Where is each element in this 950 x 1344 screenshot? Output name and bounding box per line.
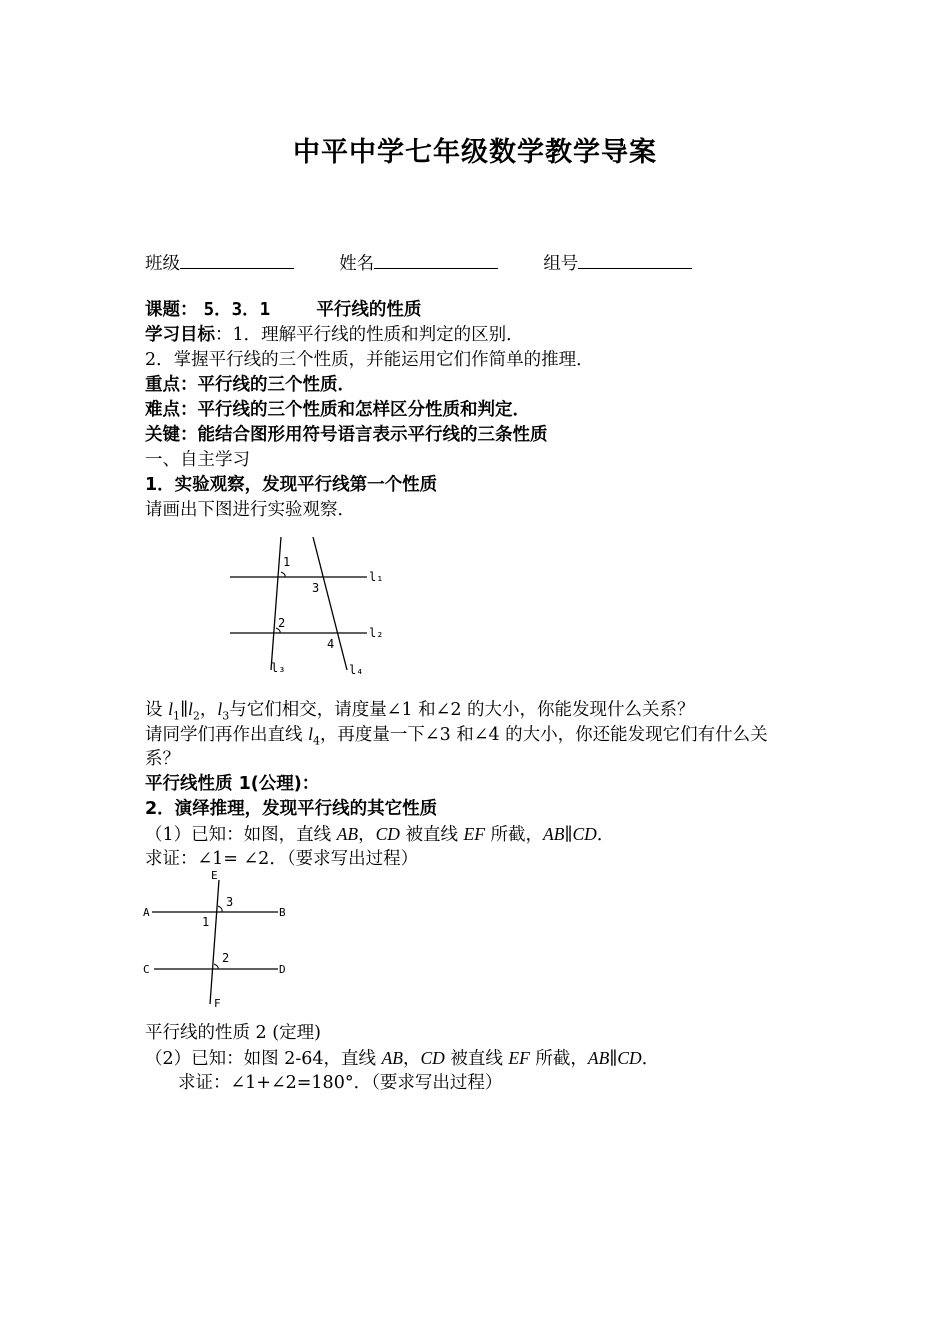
angle-label-1: 1 bbox=[283, 555, 291, 569]
parallel-lines-figure-1 bbox=[225, 532, 395, 682]
angle-label-2: 2 bbox=[222, 951, 230, 965]
angle-label-3: 3 bbox=[226, 895, 234, 909]
class-blank bbox=[180, 250, 294, 269]
topic-number: 5．3．1 bbox=[203, 300, 271, 320]
angle-label-4: 4 bbox=[327, 637, 335, 651]
point-e: E bbox=[211, 869, 218, 882]
problem-2: （2）已知：如图 2-64，直线 AB，CD 被直线 EF 所截，AB∥CD． bbox=[145, 1048, 660, 1069]
line-l3 bbox=[271, 537, 281, 670]
prove-1: 求证：∠1= ∠2．（要求写出过程） bbox=[145, 849, 419, 869]
point-a: A bbox=[143, 906, 150, 919]
angle-label-2: 2 bbox=[278, 616, 286, 630]
angle-3-arc bbox=[218, 906, 222, 912]
angle-label-3: 3 bbox=[312, 581, 320, 595]
topic-label: 课题： bbox=[145, 300, 198, 320]
point-d: D bbox=[279, 963, 286, 976]
student-info-row bbox=[145, 250, 692, 276]
parallel-lines-figure-2 bbox=[140, 868, 300, 1010]
section2-heading: 2．演绎推理，发现平行线的其它性质 bbox=[145, 799, 438, 819]
problem-1: （1）已知：如图，直线 AB，CD 被直线 EF 所截，AB∥CD． bbox=[145, 824, 615, 845]
point-c: C bbox=[143, 963, 150, 976]
label-l3: l₃ bbox=[271, 661, 286, 675]
section1-instruction: 请画出下图进行实验观察． bbox=[145, 500, 355, 520]
name-label: 姓名 bbox=[339, 254, 375, 274]
angle-label-1: 1 bbox=[202, 915, 210, 929]
goal-label: 学习目标 bbox=[145, 325, 215, 345]
crux: 关键：能结合图形用符号语言表示平行线的三条性质 bbox=[145, 425, 548, 445]
group-blank bbox=[578, 250, 692, 269]
point-f: F bbox=[214, 997, 221, 1010]
section1-subheading: 1．实验观察，发现平行线第一个性质 bbox=[145, 475, 438, 495]
question-2-cont: 系？ bbox=[145, 749, 180, 769]
label-l1: l₁ bbox=[369, 570, 384, 584]
topic-line bbox=[145, 298, 421, 322]
goal-1: ：1．理解平行线的性质和判定的区别． bbox=[215, 325, 524, 345]
class-label: 班级 bbox=[145, 254, 180, 274]
group-label: 组号 bbox=[543, 254, 579, 274]
section1-heading: 一、自主学习 bbox=[145, 450, 250, 470]
difficulty: 难点：平行线的三个性质和怎样区分性质和判定． bbox=[145, 400, 530, 420]
line-ef bbox=[210, 880, 219, 1004]
property-2-heading: 平行线的性质 2 (定理) bbox=[145, 1023, 321, 1043]
question-2: 请同学们再作出直线 $l_4$，再度量一下∠3 和∠4 的大小，你还能发现它们有什么关 bbox=[145, 724, 768, 748]
label-l4: l₄ bbox=[349, 663, 364, 677]
page-title: 中平中学七年级数学教学导案 bbox=[293, 137, 657, 168]
label-l2: l₂ bbox=[369, 626, 384, 640]
goal-line-1 bbox=[145, 323, 524, 347]
topic-name: 平行线的性质 bbox=[316, 300, 422, 320]
goal-line-2: 2．掌握平行线的三个性质，并能运用它们作简单的推理． bbox=[145, 350, 594, 370]
key-point: 重点：平行线的三个性质． bbox=[145, 375, 355, 395]
name-blank bbox=[374, 250, 498, 269]
question-1: 设 $l_1\parallel l_2$，$l_3$与它们相交，请度量∠1 和∠2 的大小，你能发现什么关系？ bbox=[145, 699, 695, 723]
point-b: B bbox=[279, 906, 286, 919]
angle-2-arc bbox=[214, 964, 218, 969]
prove-2: 求证：∠1+∠2=180°．（要求写出过程） bbox=[178, 1073, 503, 1093]
angle-1-arc bbox=[281, 572, 285, 577]
property-1-heading: 平行线性质 1(公理)： bbox=[145, 774, 320, 794]
